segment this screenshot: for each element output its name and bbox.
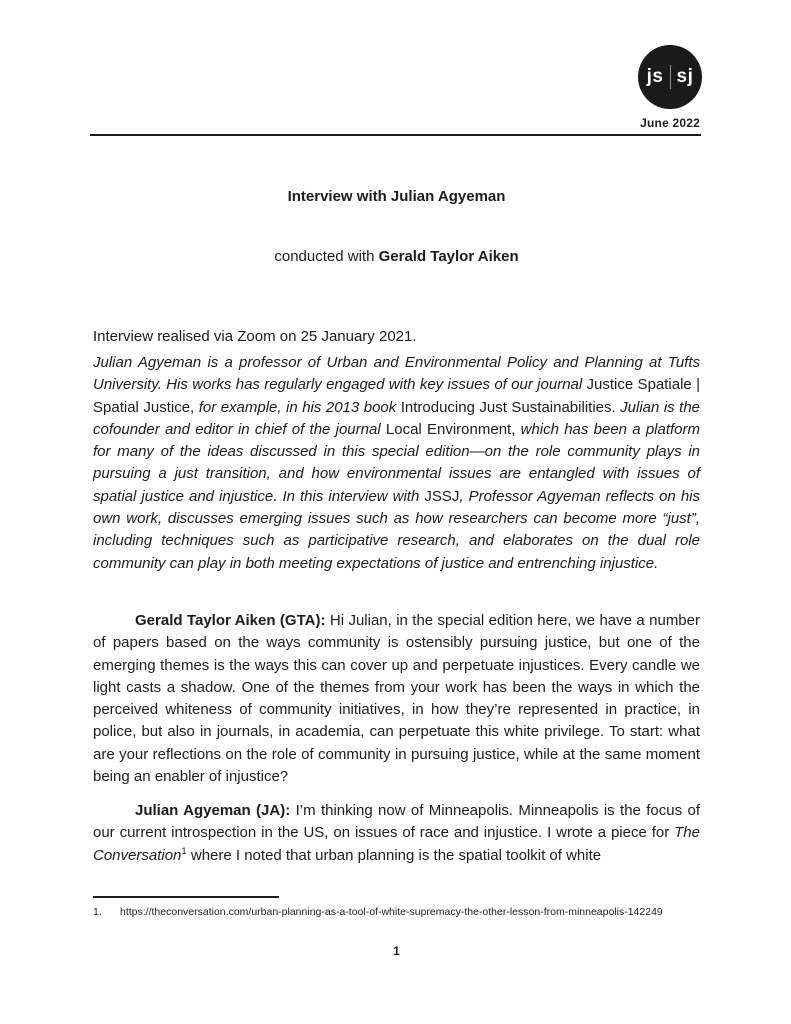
text-segment: Hi Julian, in the special edition here, we have a number of papers based on the ways community is ostensibly pursuing justice, but one of the emerging themes is the ways this can cover up and perpetuate injustices. Every candle we light casts a shadow. One of the themes from your work has been the ways in which the perceived whiteness of community initiatives, in how they’re represented in practice, in police, but also in journals, in academia, can perpetuate this white privilege. To start: what are your reflections on the role of community in pursuing justice, while at the same moment being an enabler of injustice?: [93, 612, 700, 786]
text-segment: Julian is the cofounder and editor in chief of the journal: [93, 398, 701, 438]
header-rule: [90, 134, 701, 136]
text-segment: I’m thinking now of Minneapolis. Minneapolis is the focus of our current introspection in the US, on issues of race and injustice. I wrote a piece for: [93, 802, 700, 842]
issue-date: June 2022: [640, 116, 700, 130]
footnote-marker: 1.: [93, 906, 102, 918]
text-segment: for example, in his 2013 book: [198, 398, 401, 416]
logo-text-js: js: [646, 66, 664, 87]
text-segment: JSSJ: [424, 487, 460, 505]
text-segment: The Conversation: [93, 824, 700, 864]
text-segment: which has been a platform for many of the ideas discussed in this special edition—on the role community plays in pursuing a just transition, and how environmental issues are entangled with issues of spatial justice and injustice. In this interview with: [93, 420, 700, 505]
subtitle: [93, 248, 700, 265]
page-number: 1: [393, 944, 400, 958]
text-segment: where I noted that urban planning is the spatial toolkit of white: [186, 846, 602, 864]
footnote-link[interactable]: https://theconversation.com/urban-planning-as-a-tool-of-white-supremacy-the-other-lesson-from-minneapolis-142249: [120, 906, 663, 918]
gta-question-paragraph: [93, 610, 700, 788]
text-segment: 1: [181, 845, 187, 857]
footnote-rule: [93, 896, 279, 898]
text-segment: Gerald Taylor Aiken (GTA):: [135, 612, 326, 629]
text-segment: Julian Agyeman is a professor of Urban and Environmental Policy and Planning at Tufts University. His works has regularly engaged with key issues of our journal: [93, 354, 700, 394]
logo-divider: [670, 65, 671, 89]
jssj-logo: [638, 45, 702, 109]
subtitle-prefix: conducted with: [274, 248, 379, 265]
text-segment: , Professor Agyeman reflects on his own work, discusses emerging issues such as how researchers can become more “just”, including techniques such as participative research, and elaborates on the dual role community can play in both meeting expectations of justice and entrenching injustice.: [93, 487, 700, 572]
text-segment: Introducing Just Sustainabilities.: [400, 398, 621, 416]
footnote: [93, 906, 700, 920]
interview-note: Interview realised via Zoom on 25 January 2021.: [93, 328, 417, 345]
interviewer-name: Gerald Taylor Aiken: [378, 248, 519, 265]
page-title: Interview with Julian Agyeman: [287, 188, 506, 205]
text-segment: Local Environment,: [385, 420, 521, 438]
bio-paragraph: [93, 352, 700, 575]
text-segment: Justice Spatiale | Spatial Justice,: [93, 376, 700, 416]
ja-answer-paragraph: [93, 800, 700, 867]
logo-text-sj: sj: [676, 66, 694, 87]
text-segment: Julian Agyeman (JA):: [135, 802, 291, 819]
